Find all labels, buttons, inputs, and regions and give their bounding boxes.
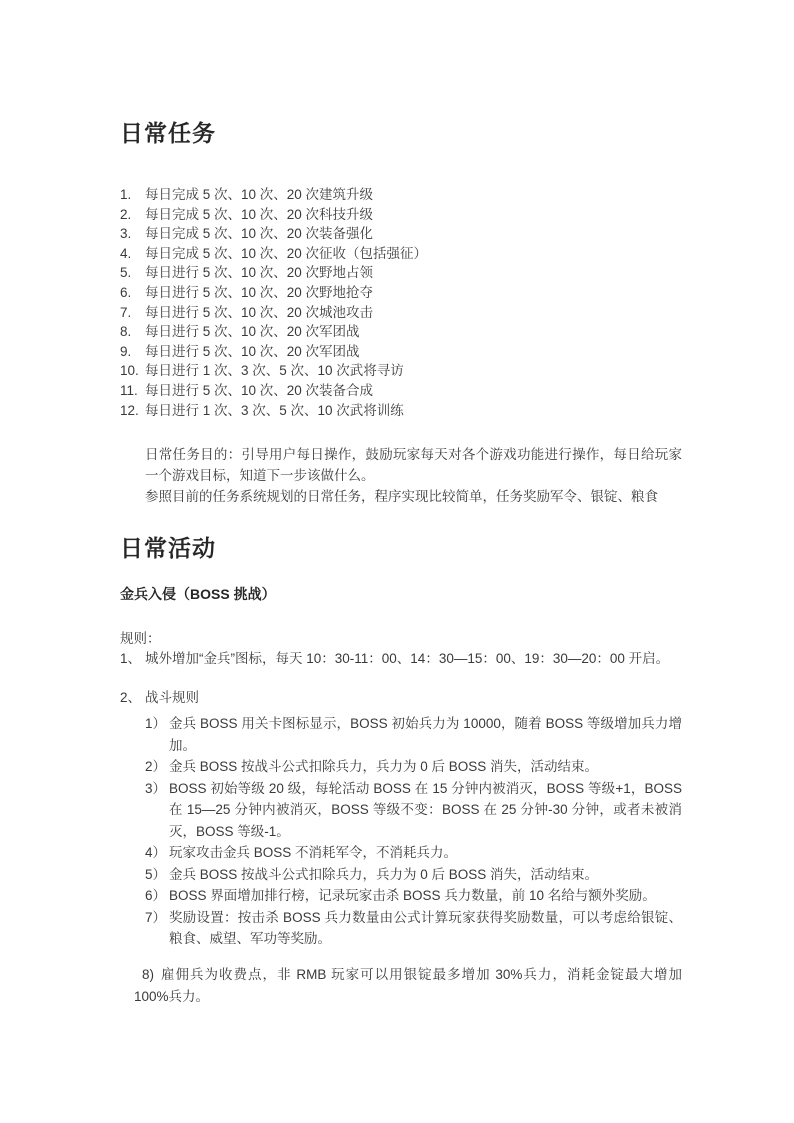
battle-rule-item xyxy=(145,842,682,864)
list-item-text: 每日完成 5 次、10 次、20 次征收（包括强征） xyxy=(145,245,428,261)
list-item-text: 雇佣兵为收费点，非 RMB 玩家可以用银锭最多增加 30%兵力，消耗金锭最大增加 100%兵力。 xyxy=(134,966,682,1004)
list-item-text: 城外增加“金兵”图标，每天 10：30-11：00、14：30—15：00、19：30—20：00 开启。 xyxy=(145,651,670,667)
section-heading-daily-activities: 日常活动 xyxy=(120,535,216,562)
list-item-text: 每日进行 5 次、10 次、20 次军团战 xyxy=(145,324,360,340)
list-item-number: 12. xyxy=(120,402,139,418)
list-item-number: 10. xyxy=(120,363,139,379)
purpose-paragraph: 日常任务目的：引导用户每日操作，鼓励玩家每天对各个游戏功能进行操作，每日给玩家一个游戏目标，知道下一步该做什么。 xyxy=(145,447,682,484)
list-item-number: 3. xyxy=(120,226,132,242)
list-item-text: 金兵 BOSS 按战斗公式扣除兵力，兵力为 0 后 BOSS 消失，活动结束。 xyxy=(169,866,599,882)
purpose-paragraph: 参照目前的任务系统规划的日常任务，程序实现比较简单，任务奖励军令、银锭、粮食 xyxy=(145,489,658,505)
list-item-number: 5. xyxy=(120,265,132,281)
list-item-number: 2、 xyxy=(120,690,142,706)
task-list-item xyxy=(120,303,682,323)
list-item-text: 奖励设置：按击杀 BOSS 兵力数量由公式计算玩家获得奖励数量，可以考虑给银锭、粮食、威望、军功等奖励。 xyxy=(169,909,682,947)
list-item-text: 每日进行 5 次、10 次、20 次城池攻击 xyxy=(145,304,374,320)
list-item-number: 11. xyxy=(120,382,138,398)
task-list-item xyxy=(120,381,682,401)
list-item-number: 1. xyxy=(120,187,132,202)
list-item-text: BOSS 初始等级 20 级，每轮活动 BOSS 在 15 分钟内被消灭，BOSS 等级+1，BOSS 在 15—25 分钟内被消灭，BOSS 等级不变：BOSS 在 25 分钟-30 分钟，或者未被消灭，BOSS 等级-1。 xyxy=(169,780,682,839)
list-item-text: 金兵 BOSS 用关卡图标显示，BOSS 初始兵力为 10000，随着 BOSS 等级增加兵力增加。 xyxy=(169,716,682,753)
battle-rule-item xyxy=(145,756,682,778)
list-item-number: 1、 xyxy=(120,651,142,667)
battle-rule-item xyxy=(145,713,682,756)
list-item-text: 每日进行 1 次、3 次、5 次、10 次武将寻访 xyxy=(145,363,404,379)
battle-rule-item xyxy=(145,864,682,886)
list-item-number: 1） xyxy=(145,716,167,732)
rule-item-1 xyxy=(120,649,682,669)
list-item-number: 6. xyxy=(120,284,132,300)
list-item-text: 每日进行 5 次、10 次、20 次野地抢夺 xyxy=(145,284,374,300)
task-list-item xyxy=(120,205,682,225)
battle-rule-item xyxy=(145,907,682,950)
list-item-number: 4. xyxy=(120,245,132,261)
battle-rule-item xyxy=(145,778,682,843)
list-item-text: 每日进行 5 次、10 次、20 次野地占领 xyxy=(145,265,374,281)
task-list-item xyxy=(120,263,682,283)
daily-task-purpose-paragraphs xyxy=(145,444,682,507)
list-item-number: 6） xyxy=(145,888,167,904)
rules-label: 规则： xyxy=(120,631,161,647)
daily-task-list xyxy=(120,185,682,420)
list-item-text: 每日进行 5 次、10 次、20 次军团战 xyxy=(145,343,360,359)
task-list-item xyxy=(120,224,682,244)
list-item-number: 4） xyxy=(145,845,167,861)
list-item-text: 金兵 BOSS 按战斗公式扣除兵力，兵力为 0 后 BOSS 消失，活动结束。 xyxy=(169,759,599,775)
task-list-item xyxy=(120,283,682,303)
list-item-text: 战斗规则 xyxy=(145,690,199,706)
task-list-item xyxy=(120,185,682,205)
list-item-number: 9. xyxy=(120,343,132,359)
list-item-number: 8. xyxy=(120,324,132,340)
mercenary-note-paragraph xyxy=(134,964,682,1008)
list-item-text: 玩家攻击金兵 BOSS 不消耗军令，不消耗兵力。 xyxy=(169,845,458,861)
battle-rules-list xyxy=(145,713,682,950)
list-item-text: 每日完成 5 次、10 次、20 次建筑升级 xyxy=(145,187,374,202)
list-item-text: 每日进行 5 次、10 次、20 次装备合成 xyxy=(145,382,374,398)
list-item-text: 每日完成 5 次、10 次、20 次科技升级 xyxy=(145,206,374,222)
task-list-item xyxy=(120,401,682,421)
task-list-item xyxy=(120,361,682,381)
task-list-item xyxy=(120,322,682,342)
list-item-number: 5） xyxy=(145,866,167,882)
task-list-item xyxy=(120,244,682,264)
task-list-item xyxy=(120,342,682,362)
rule-item-2 xyxy=(120,688,682,708)
list-item-number: 7. xyxy=(120,304,132,320)
list-item-number: 2. xyxy=(120,206,132,222)
list-item-text: 每日进行 1 次、3 次、5 次、10 次武将训练 xyxy=(145,402,404,418)
list-item-number: 2） xyxy=(145,759,167,775)
list-item-number: 3） xyxy=(145,780,167,796)
section-heading-daily-tasks: 日常任务 xyxy=(120,120,216,146)
list-item-text: BOSS 界面增加排行榜，记录玩家击杀 BOSS 兵力数量，前 10 名给与额外奖励。 xyxy=(169,888,656,904)
battle-rule-item xyxy=(145,885,682,907)
list-item-number: 8) xyxy=(142,966,155,982)
boss-challenge-subheading: 金兵入侵（BOSS 挑战） xyxy=(120,586,276,603)
list-item-text: 每日完成 5 次、10 次、20 次装备强化 xyxy=(145,226,374,242)
list-item-number: 7） xyxy=(145,909,167,925)
